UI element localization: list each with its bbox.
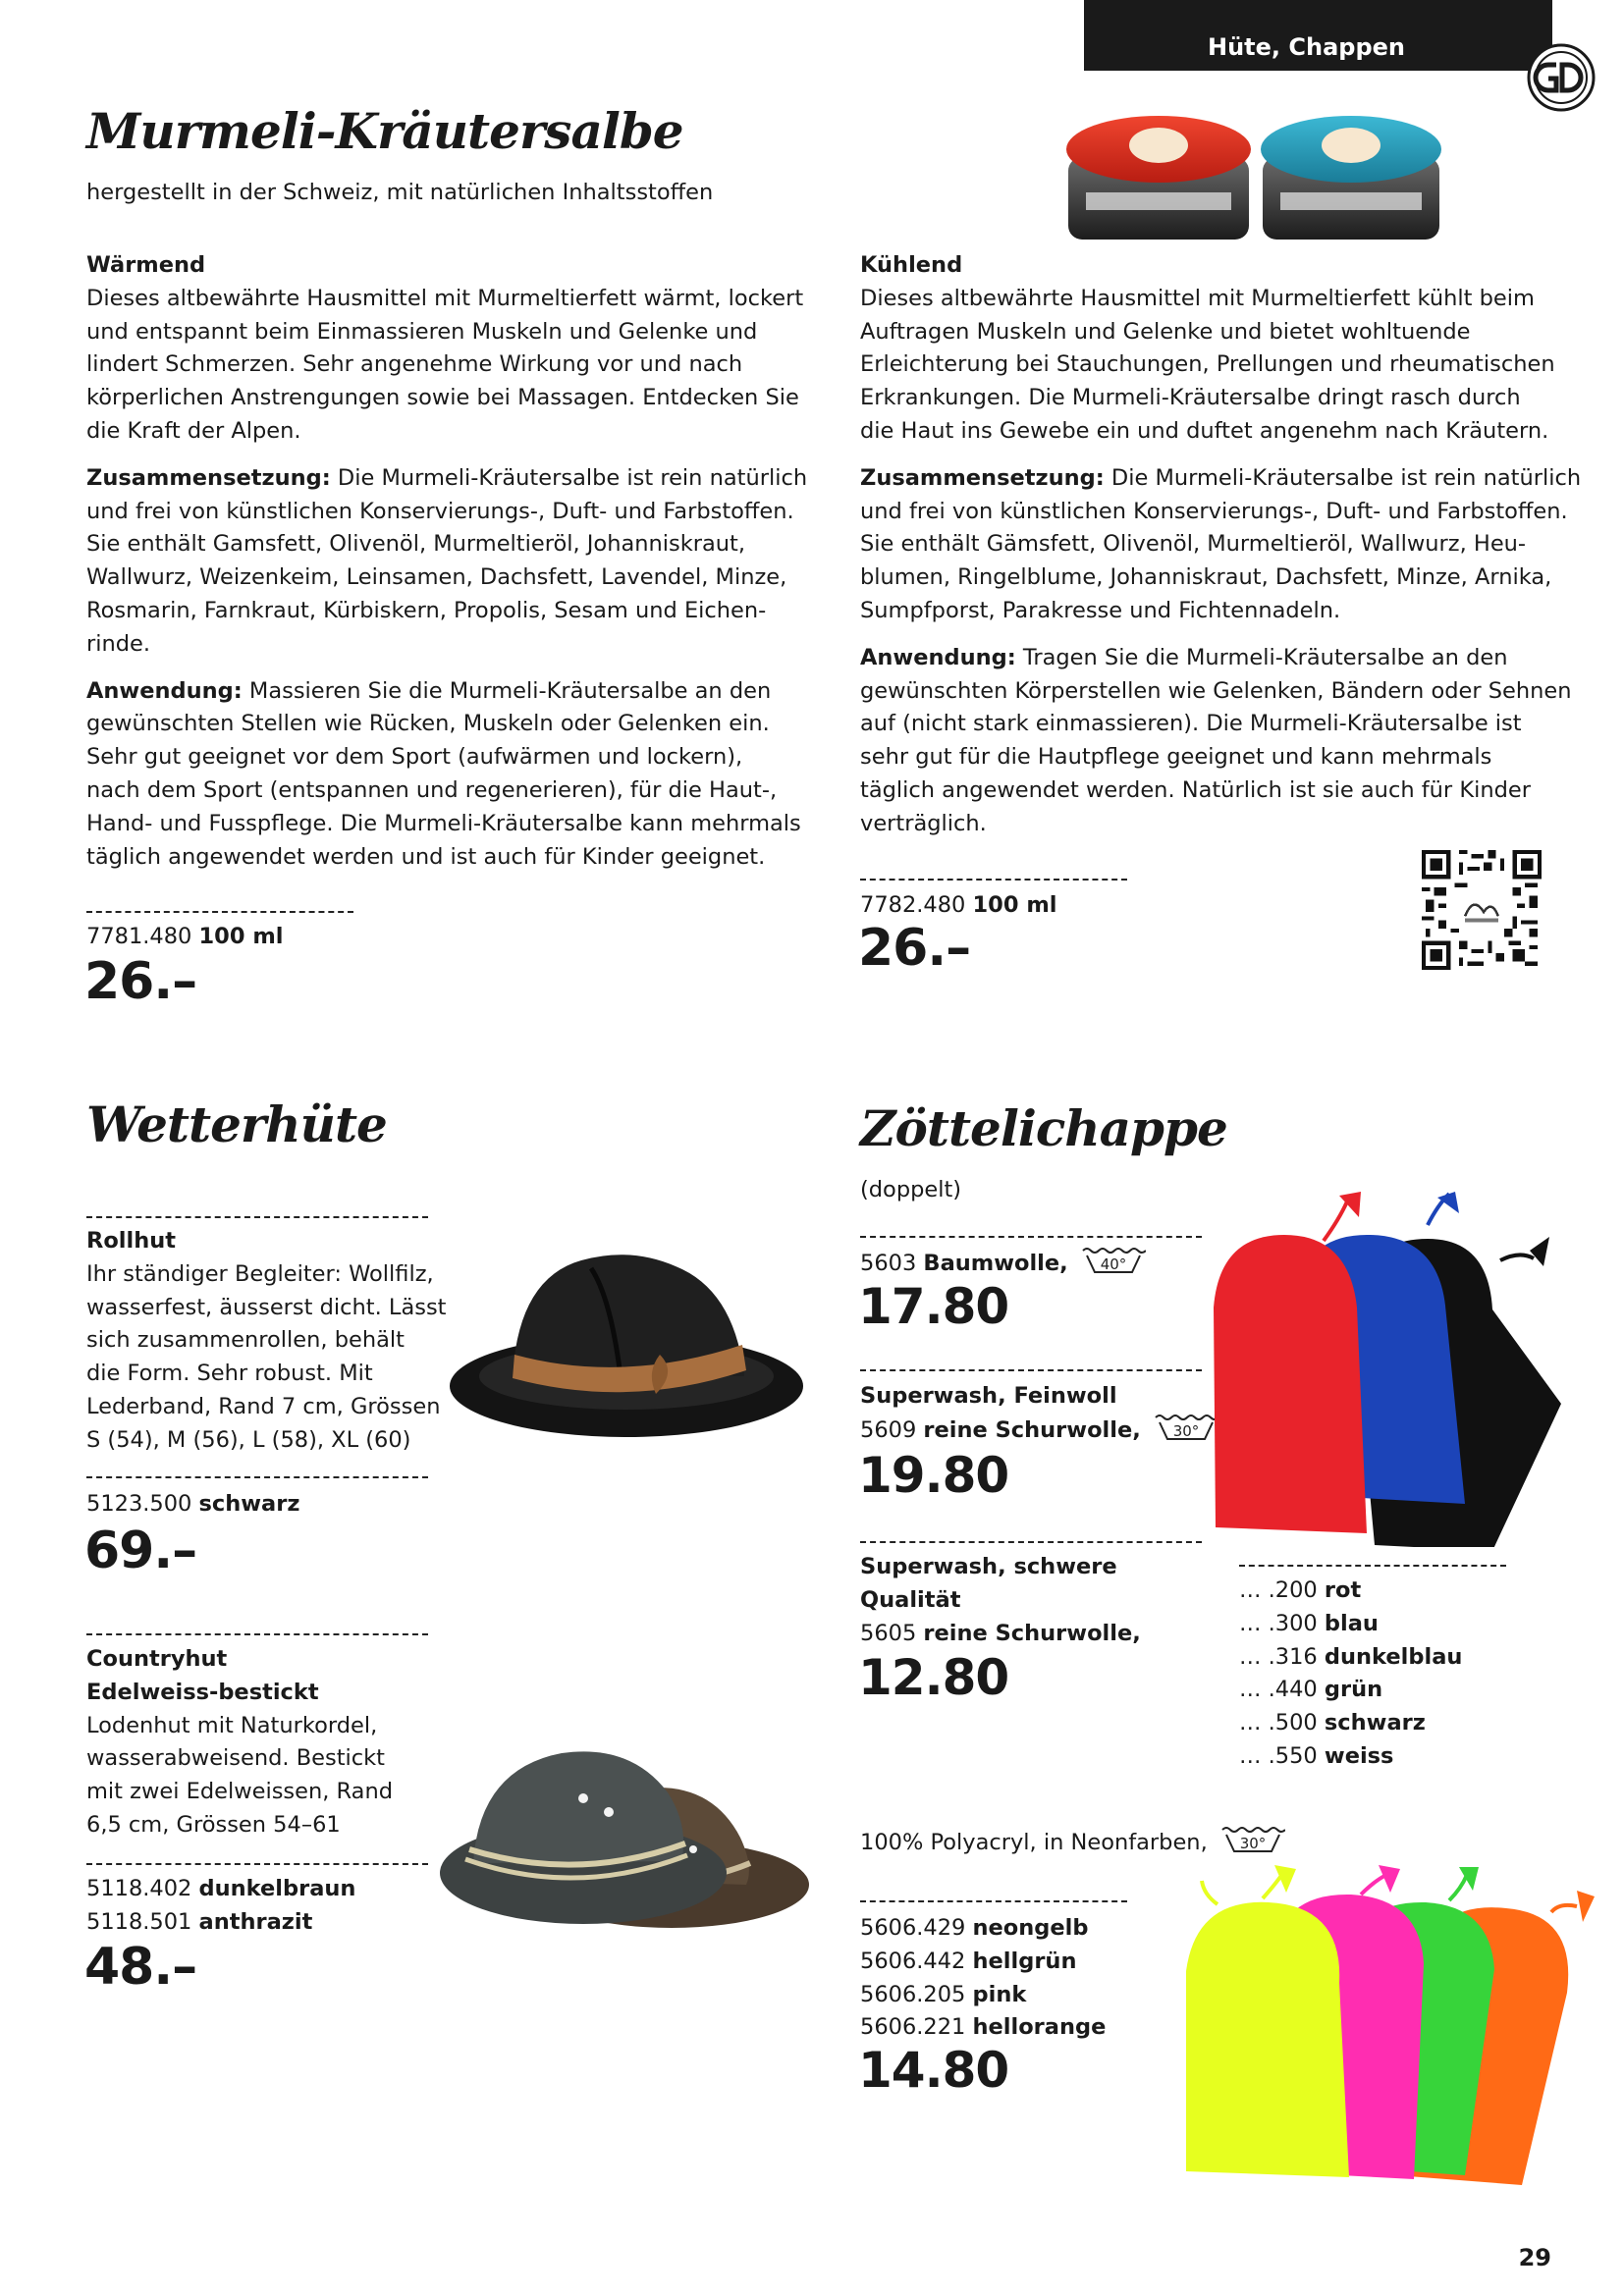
divider [860, 1236, 1202, 1238]
right-comp-label: Zusammensetzung: [860, 464, 1105, 491]
color-code: … .500 [1239, 1710, 1318, 1736]
neon-desc-line [860, 1826, 1285, 1860]
countryhut-article-1: 5118.402 [86, 1876, 192, 1901]
list-item [1239, 1674, 1462, 1707]
divider [860, 1900, 1127, 1902]
right-intro-2: Auftragen Muskeln und Gelenke und bietet wohltuende [860, 318, 1471, 345]
right-heading: Kühlend [860, 252, 963, 278]
neon-color-2: hellgrün [972, 1948, 1077, 1974]
countryhut-article-2: 5118.501 [86, 1908, 192, 1935]
color-name: schwarz [1324, 1710, 1426, 1736]
rollhut-desc-4: die Form. Sehr robust. Mit [86, 1361, 373, 1387]
neon-article-3: 5606.205 [860, 1981, 966, 2007]
neon-desc: 100% Polyacryl, in Neonfarben, [860, 1830, 1208, 1855]
color-code: … .300 [1239, 1610, 1318, 1636]
right-article-line [860, 889, 1056, 923]
countryhut-desc-3: mit zwei Edelweissen, Rand [86, 1779, 394, 1805]
right-article: 7782.480 [860, 892, 966, 918]
left-price: 26.– [84, 952, 197, 1011]
right-use-4: sehr gut für die Hautpflege geeignet und kann mehrmals [860, 744, 1492, 771]
countryhut-name-1: Countryhut [86, 1646, 228, 1672]
left-comp-4: Wallwurz, Weizenkeim, Leinsamen, Dachsfett, Lavendel, Minze, [86, 564, 787, 591]
neon-color-1: neongelb [972, 1915, 1089, 1941]
salbe-left-column [86, 249, 813, 874]
countryhut-name-2: Edelweiss-bestickt [86, 1679, 319, 1705]
left-use-2: gewünschten Stellen wie Rücken, Muskeln oder Gelenken ein. [86, 711, 770, 737]
page-number: 29 [1518, 2244, 1551, 2271]
color-code: … .440 [1239, 1677, 1318, 1703]
countryhut-variants [86, 1873, 355, 1940]
color-name: blau [1324, 1610, 1379, 1636]
rollhut-article-line [86, 1488, 299, 1522]
wash-tub-icon [1081, 1247, 1146, 1274]
category-label: Hüte, Chappen [1207, 33, 1405, 61]
rollhut-desc-6: S (54), M (56), L (58), XL (60) [86, 1426, 411, 1453]
chappe-a-line [860, 1247, 1146, 1281]
divider [860, 1369, 1202, 1371]
qr-code-icon [1422, 850, 1542, 970]
wash-tub-icon [1220, 1826, 1285, 1853]
divider [86, 1863, 428, 1865]
color-name: rot [1324, 1577, 1362, 1603]
color-name: dunkelblau [1324, 1643, 1463, 1670]
left-intro-4: körperlichen Anstrengungen sowie bei Massagen. Entdecken Sie [86, 385, 799, 411]
divider [86, 1476, 428, 1478]
list-item [1239, 1575, 1462, 1608]
category-tab [1084, 0, 1552, 71]
wash-temp-b: 30° [1172, 1421, 1200, 1440]
right-use-5: täglich angewendet werden. Natürlich ist sie auch für Kinder [860, 776, 1531, 803]
right-comp-5: Sumpfporst, Parakresse und Fichtennadeln. [860, 597, 1341, 623]
neon-color-4: hellorange [972, 2014, 1107, 2041]
rollhut-color: schwarz [198, 1491, 300, 1517]
countryhut-desc-1: Lodenhut mit Naturkordel, [86, 1712, 378, 1738]
right-price: 26.– [858, 919, 971, 978]
left-article: 7781.480 [86, 924, 192, 949]
right-comp-1: Die Murmeli-Kräutersalbe ist rein natürlich [1110, 464, 1582, 491]
wetterhuete-title: Wetterhüte [86, 1095, 387, 1153]
chappe-c-block [860, 1551, 1141, 1650]
left-use-1: Massieren Sie die Murmeli-Kräutersalbe an den [248, 677, 772, 704]
chappe-b-label: Superwash, Feinwoll [860, 1383, 1117, 1409]
neon-variants [860, 1912, 1106, 2045]
left-use-5: Hand- und Fusspflege. Die Murmeli-Kräutersalbe kann mehrmals [86, 810, 801, 836]
left-use-4: nach dem Sport (entspannen und regenerieren), für die Haut-, [86, 776, 778, 803]
chappe-b-price: 19.80 [858, 1447, 1009, 1504]
neon-caps-image [1164, 1865, 1600, 2187]
countryhut-color-1: dunkelbraun [198, 1876, 356, 1901]
left-use-label: Anwendung: [86, 677, 243, 704]
zoettelichappe-title: Zöttelichappe [860, 1099, 1227, 1157]
list-item [1239, 1740, 1462, 1774]
list-item [1239, 1641, 1462, 1675]
salbe-right-column [860, 249, 1587, 841]
left-comp-label: Zusammensetzung: [86, 464, 331, 491]
left-intro-3: lindert Schmerzen. Sehr angenehme Wirkung vor und nach [86, 351, 743, 378]
color-code: … .200 [1239, 1577, 1318, 1603]
right-size: 100 ml [972, 892, 1057, 918]
brand-logo-icon [1527, 43, 1596, 112]
left-comp-3: Sie enthält Gamsfett, Olivenöl, Murmeltieröl, Johanniskraut, [86, 531, 746, 558]
divider [86, 911, 353, 913]
left-comp-5: Rosmarin, Farnkraut, Kürbiskern, Propolis, Sesam und Eichen- [86, 597, 767, 623]
right-use-1: Tragen Sie die Murmeli-Kräutersalbe an den [1022, 644, 1508, 670]
salbe-subtitle: hergestellt in der Schweiz, mit natürlichen Inhaltsstoffen [86, 180, 714, 205]
chappe-a-article: 5603 [860, 1251, 917, 1276]
left-heading: Wärmend [86, 252, 206, 278]
neon-article-1: 5606.429 [860, 1915, 966, 1941]
divider [1239, 1565, 1506, 1567]
wash-temp-neon: 30° [1239, 1835, 1267, 1852]
chappe-c-label-2: Qualität [860, 1586, 961, 1613]
chappe-c-article: 5605 [860, 1620, 917, 1646]
countryhut-desc-2: wasserabweisend. Bestickt [86, 1745, 386, 1772]
countryhut-price: 48.– [84, 1938, 197, 1997]
color-name: weiss [1324, 1742, 1394, 1769]
black-felt-hat-image [444, 1239, 809, 1453]
rollhut-desc-3: sich zusammenrollen, behält [86, 1327, 405, 1354]
divider [860, 1541, 1202, 1543]
right-comp-3: Sie enthält Gämsfett, Olivenöl, Murmeltieröl, Wallwurz, Heu- [860, 531, 1527, 558]
right-intro-3: Erleichterung bei Stauchungen, Prellungen und rheumatischen [860, 351, 1555, 378]
rollhut-desc-5: Lederband, Rand 7 cm, Grössen [86, 1393, 441, 1419]
list-item [1239, 1707, 1462, 1740]
neon-color-3: pink [972, 1981, 1027, 2007]
rollhut-price: 69.– [84, 1522, 197, 1580]
wash-temp-a: 40° [1100, 1255, 1127, 1273]
chappe-c-label-1: Superwash, schwere [860, 1554, 1117, 1579]
right-use-3: auf (nicht stark einmassieren). Die Murmeli-Kräutersalbe ist [860, 711, 1522, 737]
neon-article-2: 5606.442 [860, 1948, 966, 1974]
left-intro-5: die Kraft der Alpen. [86, 417, 301, 444]
left-comp-6: rinde. [86, 630, 151, 657]
left-intro-2: und entspannt beim Einmassieren Muskeln und Gelenke und [86, 318, 758, 345]
color-list [1239, 1575, 1462, 1774]
country-hats-image [436, 1739, 813, 1940]
chappe-a-material: Baumwolle, [923, 1251, 1068, 1276]
rollhut-block [86, 1225, 479, 1458]
right-intro-1: Dieses altbewährte Hausmittel mit Murmeltierfett kühlt beim [860, 285, 1535, 311]
color-name: grün [1324, 1677, 1383, 1703]
countryhut-desc-4: 6,5 cm, Grössen 54–61 [86, 1811, 341, 1838]
divider [86, 1633, 428, 1635]
chappe-b-article: 5609 [860, 1416, 917, 1443]
left-comp-2: und frei von künstlichen Konservierungs-, Duft- und Farbstoffen. [86, 498, 794, 524]
chappe-b-block [860, 1380, 1218, 1448]
left-article-line [86, 921, 283, 954]
neon-article-4: 5606.221 [860, 2014, 966, 2041]
caps-image [1206, 1192, 1573, 1547]
color-code: … .550 [1239, 1742, 1318, 1769]
right-use-2: gewünschten Körperstellen wie Gelenken, Bändern oder Sehnen [860, 677, 1572, 704]
right-comp-4: blumen, Ringelblume, Johanniskraut, Dachsfett, Minze, Arnika, [860, 564, 1552, 591]
right-comp-2: und frei von künstlichen Konservierungs-, Duft- und Farbstoffen. [860, 498, 1568, 524]
zoettelichappe-subtitle: (doppelt) [860, 1177, 962, 1202]
left-comp-1: Die Murmeli-Kräutersalbe ist rein natürlich [337, 464, 808, 491]
rollhut-article: 5123.500 [86, 1491, 192, 1517]
chappe-c-material: reine Schurwolle, [923, 1620, 1141, 1646]
right-intro-5: die Haut ins Gewebe ein und duftet angenehm nach Kräutern. [860, 417, 1549, 444]
rollhut-name: Rollhut [86, 1228, 176, 1254]
right-use-label: Anwendung: [860, 644, 1016, 670]
divider [860, 879, 1127, 881]
left-use-3: Sehr gut geeignet vor dem Sport (aufwärmen und lockern), [86, 744, 743, 771]
right-intro-4: Erkrankungen. Die Murmeli-Kräutersalbe dringt rasch durch [860, 385, 1521, 411]
countryhut-block [86, 1643, 479, 1842]
list-item [1239, 1608, 1462, 1641]
chappe-c-price: 12.80 [858, 1649, 1009, 1706]
salbe-title: Murmeli-Kräutersalbe [86, 102, 683, 160]
chappe-b-material: reine Schurwolle, [923, 1416, 1141, 1443]
right-use-6: verträglich. [860, 810, 987, 836]
neon-price: 14.80 [858, 2042, 1009, 2099]
divider [86, 1216, 428, 1218]
rollhut-desc-1: Ihr ständiger Begleiter: Wollfilz, [86, 1260, 434, 1287]
chappe-a-price: 17.80 [858, 1278, 1009, 1335]
salve-tins-image [1062, 110, 1445, 245]
left-size: 100 ml [198, 924, 284, 949]
rollhut-desc-2: wasserfest, äusserst dicht. Lässt [86, 1294, 447, 1320]
left-use-6: täglich angewendet werden und ist auch für Kinder geeignet. [86, 843, 766, 870]
left-intro-1: Dieses altbewährte Hausmittel mit Murmeltierfett wärmt, lockert [86, 285, 804, 311]
countryhut-color-2: anthrazit [198, 1908, 313, 1935]
color-code: … .316 [1239, 1643, 1318, 1670]
